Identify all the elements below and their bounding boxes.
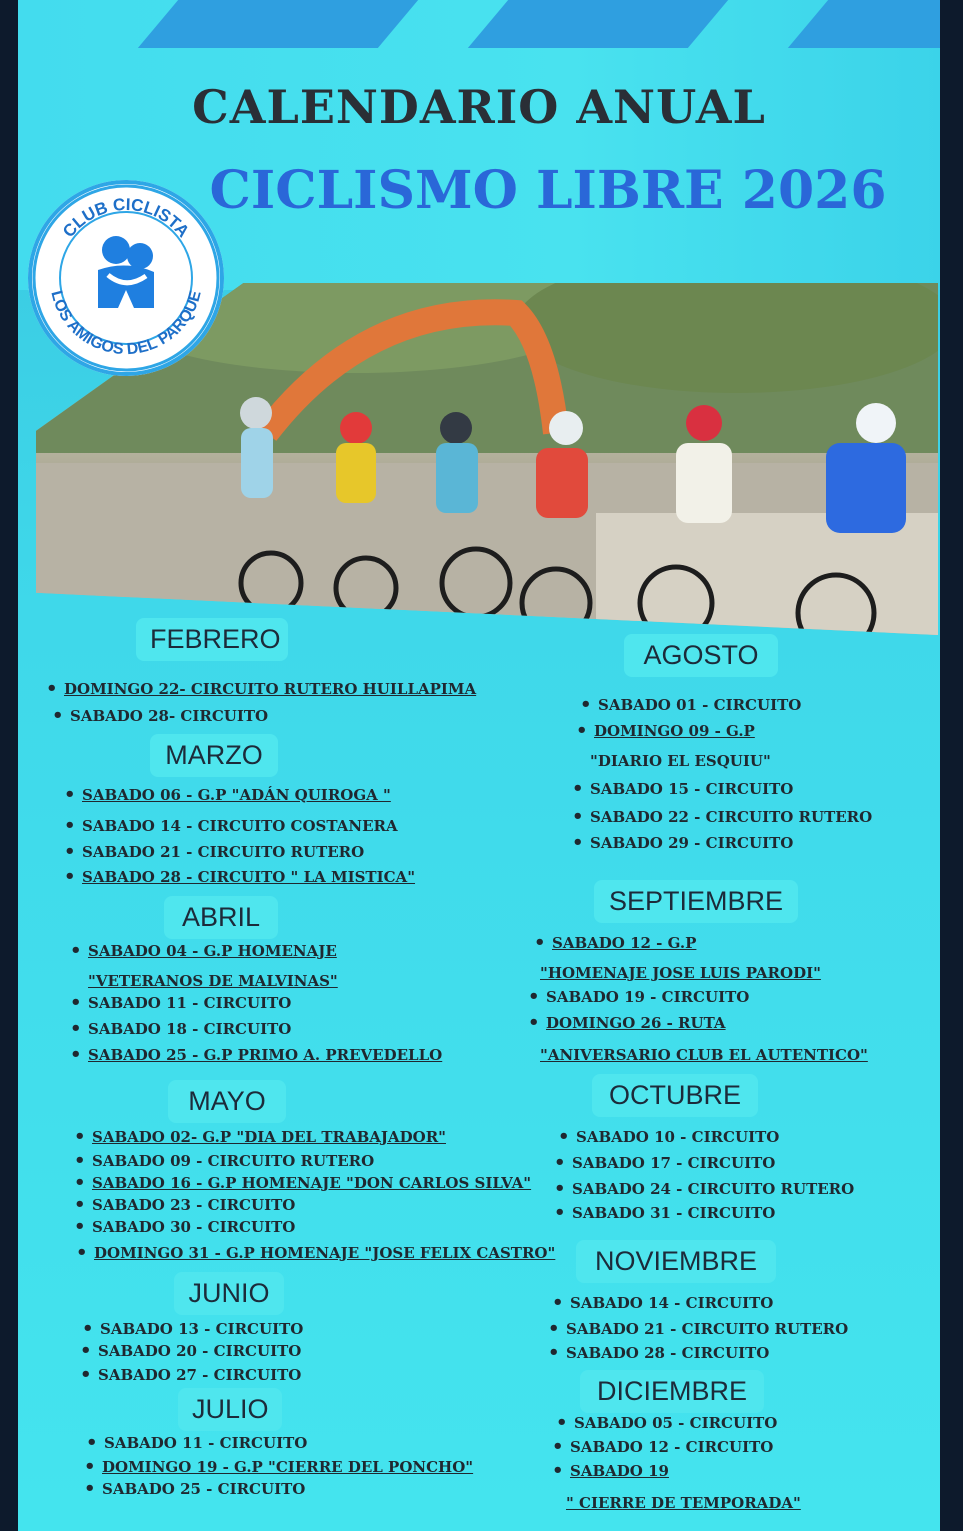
event-item: • SABADO 18 - CIRCUITO bbox=[88, 1020, 291, 1038]
month-mayo: MAYO bbox=[168, 1080, 286, 1123]
event-item: • SABADO 31 - CIRCUITO bbox=[572, 1204, 775, 1222]
event-item: "DIARIO EL ESQUIU" bbox=[590, 752, 771, 770]
event-item: • SABADO 30 - CIRCUITO bbox=[92, 1218, 295, 1236]
event-item: "ANIVERSARIO CLUB EL AUTENTICO" bbox=[540, 1046, 868, 1064]
event-item: • SABADO 21 - CIRCUITO RUTERO bbox=[566, 1320, 848, 1338]
event-item: • SABADO 22 - CIRCUITO RUTERO bbox=[590, 808, 872, 826]
event-item: • SABADO 28 - CIRCUITO bbox=[566, 1344, 769, 1362]
event-item: "HOMENAJE JOSE LUIS PARODI" bbox=[540, 964, 821, 982]
event-item: • SABADO 09 - CIRCUITO RUTERO bbox=[92, 1152, 374, 1170]
event-item: • DOMINGO 26 - RUTA bbox=[546, 1014, 726, 1032]
event-item: • SABADO 11 - CIRCUITO bbox=[104, 1434, 307, 1452]
event-item: • SABADO 12 - G.P bbox=[552, 934, 696, 952]
event-item: • DOMINGO 31 - G.P HOMENAJE "JOSE FELIX CASTRO" bbox=[94, 1244, 555, 1262]
event-item: • SABADO 23 - CIRCUITO bbox=[92, 1196, 295, 1214]
month-septiembre: SEPTIEMBRE bbox=[594, 880, 798, 923]
event-item: • SABADO 02- G.P "DIA DEL TRABAJADOR" bbox=[92, 1128, 446, 1146]
month-noviembre: NOVIEMBRE bbox=[576, 1240, 776, 1283]
month-junio: JUNIO bbox=[174, 1272, 284, 1315]
event-item: • DOMINGO 09 - G.P bbox=[594, 722, 755, 740]
event-item: • SABADO 24 - CIRCUITO RUTERO bbox=[572, 1180, 854, 1198]
event-item: • SABADO 25 - G.P PRIMO A. PREVEDELLO bbox=[88, 1046, 442, 1064]
event-item: • SABADO 11 - CIRCUITO bbox=[88, 994, 291, 1012]
event-item: " CIERRE DE TEMPORADA" bbox=[566, 1494, 801, 1512]
event-item: • SABADO 06 - G.P "ADÁN QUIROGA " bbox=[82, 786, 391, 804]
month-abril: ABRIL bbox=[164, 896, 278, 939]
event-item: • SABADO 16 - G.P HOMENAJE "DON CARLOS SILVA" bbox=[92, 1174, 531, 1192]
svg-text:CLUB CICLISTA: CLUB CICLISTA bbox=[59, 194, 193, 241]
event-item: • SABADO 13 - CIRCUITO bbox=[100, 1320, 303, 1338]
event-item: • SABADO 29 - CIRCUITO bbox=[590, 834, 793, 852]
month-diciembre: DICIEMBRE bbox=[580, 1370, 764, 1413]
event-item: • SABADO 28 - CIRCUITO " LA MISTICA" bbox=[82, 868, 415, 886]
event-item: • SABADO 20 - CIRCUITO bbox=[98, 1342, 301, 1360]
event-item: • SABADO 28- CIRCUITO bbox=[70, 707, 268, 725]
event-item: • SABADO 27 - CIRCUITO bbox=[98, 1366, 301, 1384]
month-febrero: FEBRERO bbox=[136, 618, 288, 661]
event-item: • DOMINGO 22- CIRCUITO RUTERO HUILLAPIMA bbox=[64, 680, 476, 698]
month-marzo: MARZO bbox=[150, 734, 278, 777]
event-item: • SABADO 10 - CIRCUITO bbox=[576, 1128, 779, 1146]
page-subtitle: CICLISMO LIBRE 2026 bbox=[209, 160, 887, 221]
event-item: • SABADO 19 - CIRCUITO bbox=[546, 988, 749, 1006]
event-item: • SABADO 15 - CIRCUITO bbox=[590, 780, 793, 798]
page-title: CALENDARIO ANUAL bbox=[192, 80, 766, 134]
month-octubre: OCTUBRE bbox=[592, 1074, 758, 1117]
month-agosto: AGOSTO bbox=[624, 634, 778, 677]
event-item: "VETERANOS DE MALVINAS" bbox=[88, 972, 338, 990]
poster-screen bbox=[18, 0, 940, 1531]
calendar bbox=[18, 0, 940, 1531]
event-item: • SABADO 17 - CIRCUITO bbox=[572, 1154, 775, 1172]
month-julio: JULIO bbox=[178, 1388, 282, 1431]
event-item: • SABADO 14 - CIRCUITO COSTANERA bbox=[82, 817, 398, 835]
event-item: • SABADO 14 - CIRCUITO bbox=[570, 1294, 773, 1312]
event-item: • SABADO 01 - CIRCUITO bbox=[598, 696, 801, 714]
event-item: • SABADO 25 - CIRCUITO bbox=[102, 1480, 305, 1498]
svg-text:LOS AMIGOS DEL PARQUE: LOS AMIGOS DEL PARQUE bbox=[47, 288, 205, 359]
event-item: • SABADO 21 - CIRCUITO RUTERO bbox=[82, 843, 364, 861]
event-item: • DOMINGO 19 - G.P "CIERRE DEL PONCHO" bbox=[102, 1458, 473, 1476]
event-item: • SABADO 05 - CIRCUITO bbox=[574, 1414, 777, 1432]
event-item: • SABADO 12 - CIRCUITO bbox=[570, 1438, 773, 1456]
event-item: • SABADO 19 bbox=[570, 1462, 669, 1480]
event-item: • SABADO 04 - G.P HOMENAJE bbox=[88, 942, 337, 960]
